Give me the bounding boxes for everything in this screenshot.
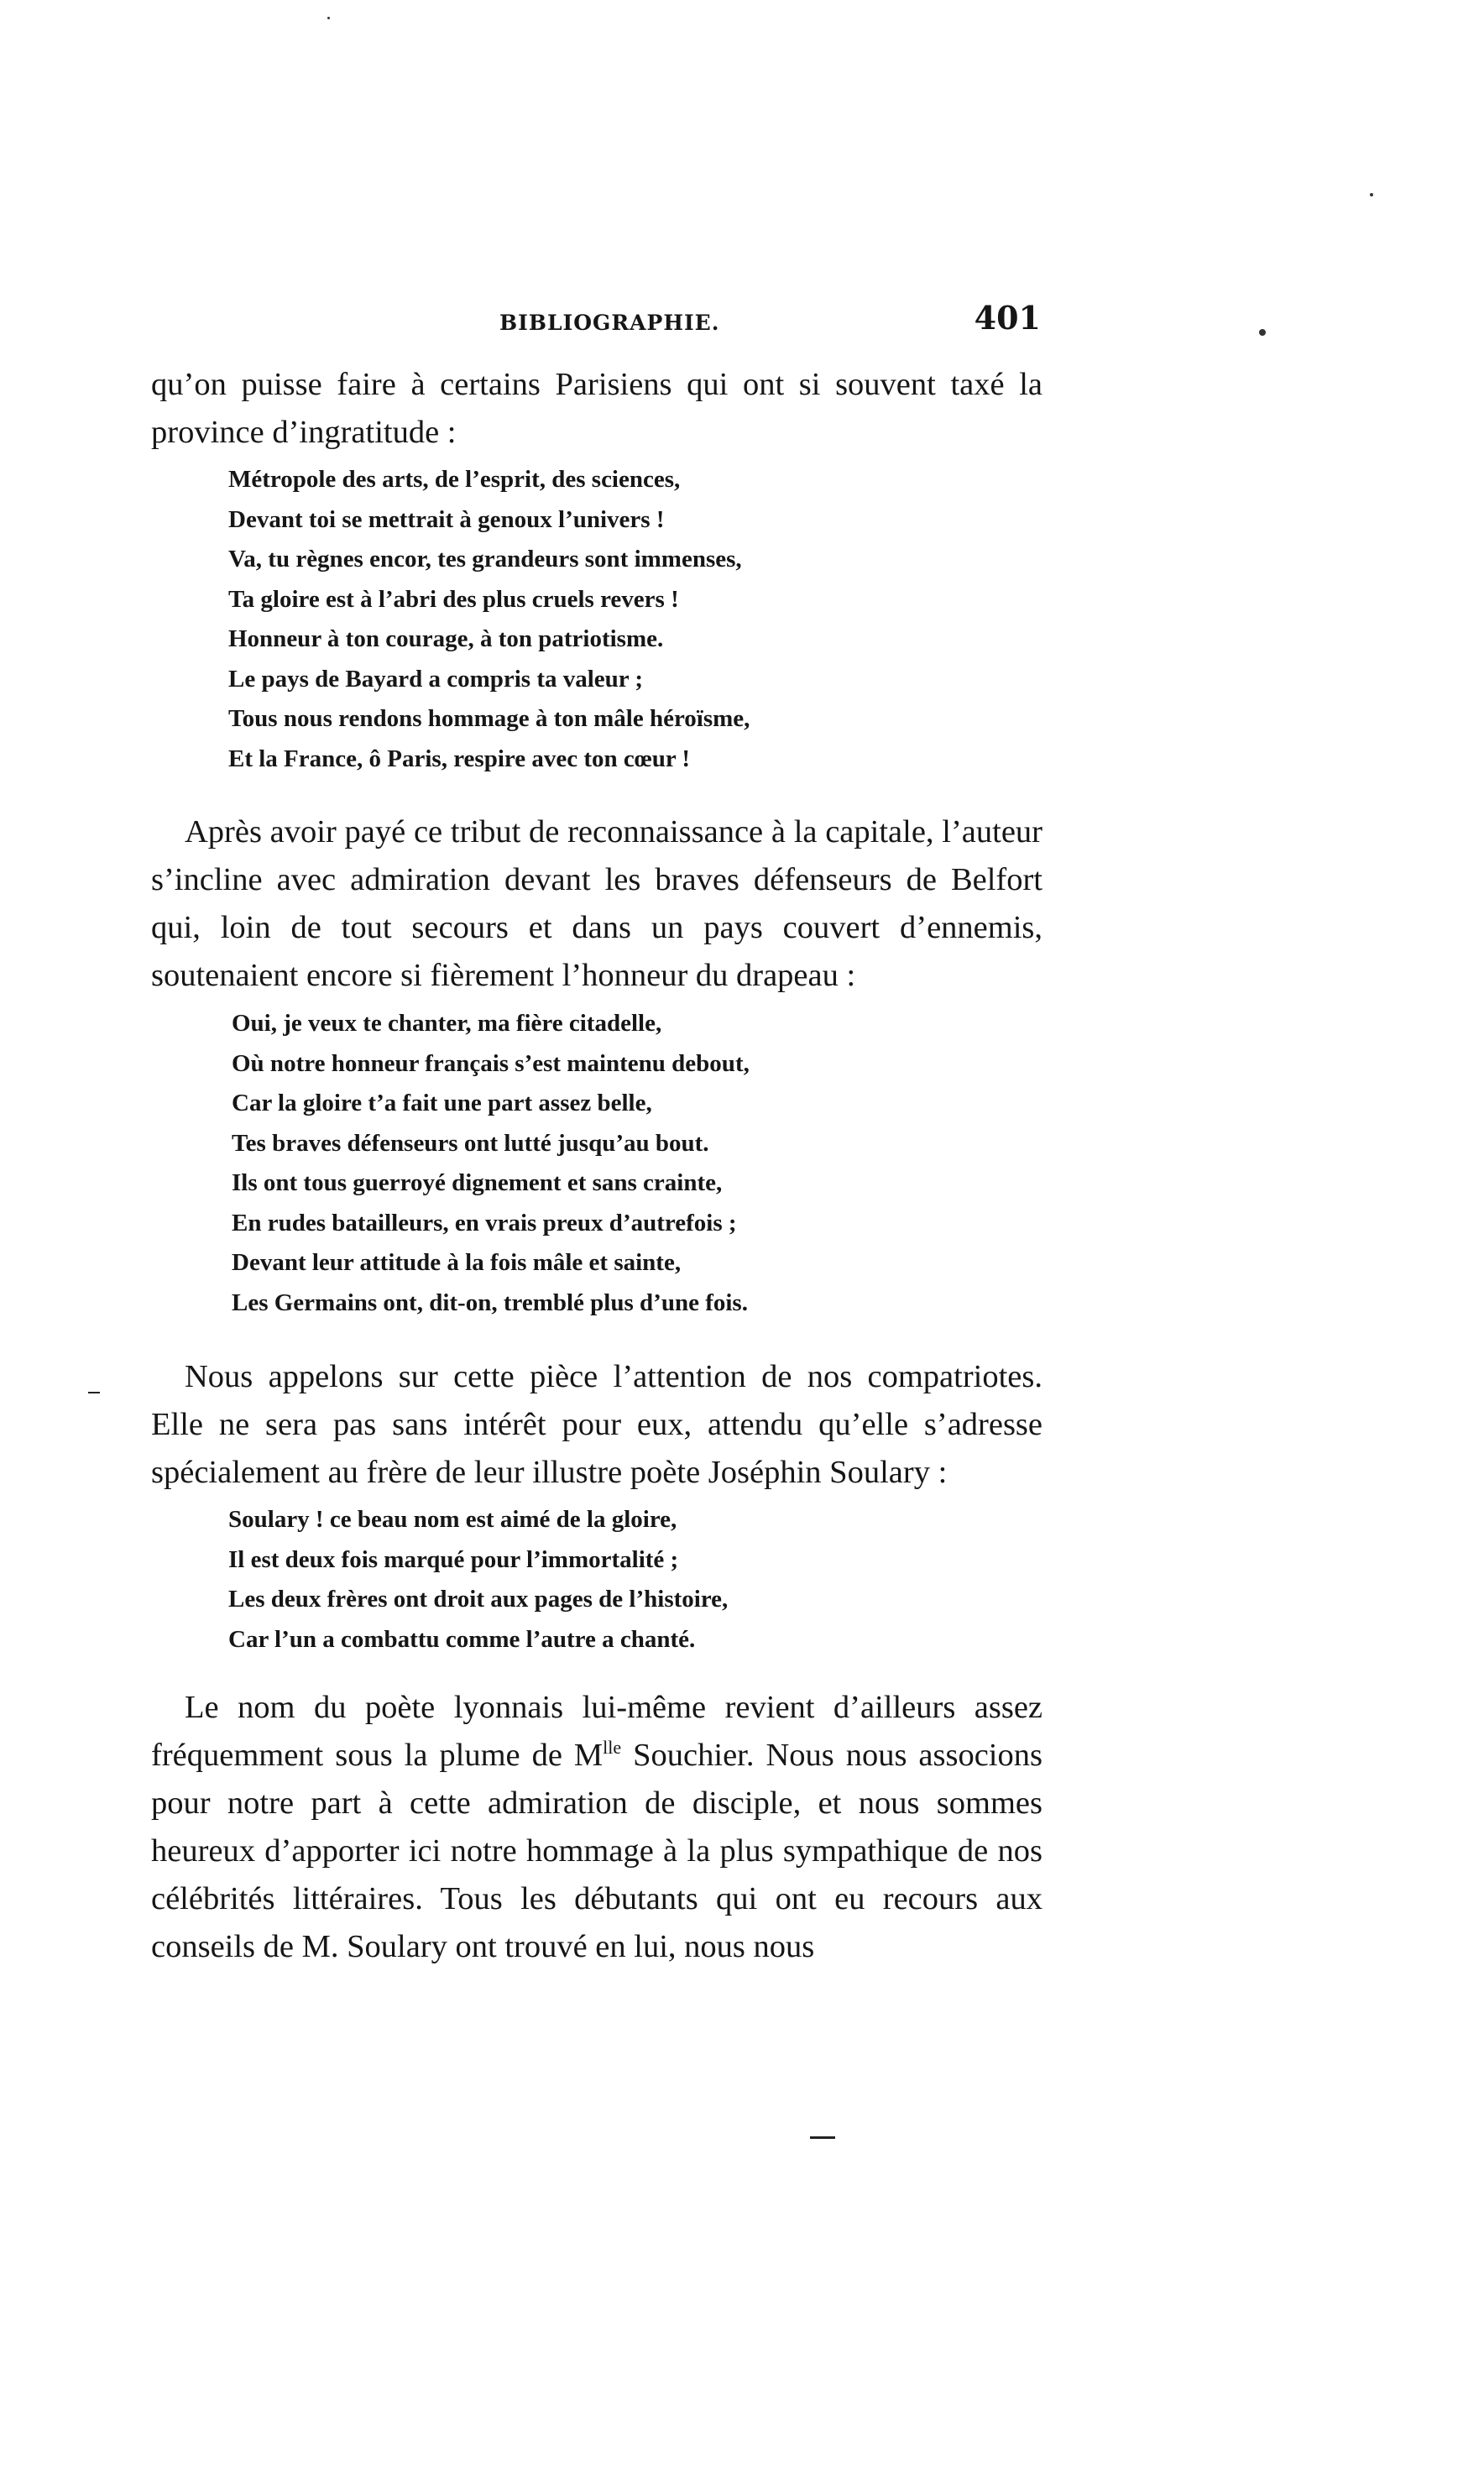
- page-header: [151, 299, 1049, 349]
- paragraph-text-end: Souchier. Nous nous associons pour notre part à cette admiration de disciple, et nous sommes heureux d’apporter ici notre hommage à la plus sympathique de nos célébrités littéraires. Tous les débutants qui ont eu recours aux conseils de M. Soulary ont trouvé en lui, nous nous: [151, 1738, 1042, 1964]
- verse-line: Honneur à ton courage, à ton patriotisme.: [228, 625, 664, 652]
- scan-speck: [1370, 193, 1373, 196]
- verse-line: Tes braves défenseurs ont lutté jusqu’au bout.: [232, 1129, 709, 1157]
- verse-line: Métropole des arts, de l’esprit, des sciences,: [228, 466, 681, 493]
- scan-mark: [88, 1392, 100, 1393]
- page-number: 401: [974, 299, 1041, 337]
- verse-line: Devant toi se mettrait à genoux l’univers !: [228, 505, 665, 533]
- poem-belfort: [232, 1004, 987, 1323]
- title-abbreviation: lle: [603, 1737, 622, 1759]
- scan-speck: [1259, 329, 1266, 336]
- verse-line: Car la gloire t’a fait une part assez belle,: [232, 1090, 652, 1116]
- verse-line: Il est deux fois marqué pour l’immortalité ;: [228, 1545, 679, 1573]
- verse-line: Car l’un a combattu comme l’autre a chanté.: [228, 1625, 696, 1653]
- verse-line: Les Germains ont, dit-on, tremblé plus d’une fois.: [232, 1289, 748, 1316]
- scan-speck: [327, 17, 330, 19]
- scan-mark: [810, 2136, 835, 2139]
- verse-line: Où notre honneur français s’est maintenu debout,: [232, 1049, 750, 1077]
- verse-line: En rudes batailleurs, en vrais preux d’autrefois ;: [232, 1209, 737, 1236]
- paragraph-text-start: Le nom du poète lyonnais lui-même revient d’ailleurs assez fréquemment sous la plume de M: [151, 1690, 1042, 1773]
- verse-line: Oui, je veux te chanter, ma fière citadelle,: [232, 1010, 662, 1037]
- verse-line: Soulary ! ce beau nom est aimé de la gloire,: [228, 1506, 677, 1533]
- verse-line: Le pays de Bayard a compris ta valeur ;: [228, 665, 644, 693]
- paragraph-soulary: [151, 1684, 1042, 1971]
- paragraph-compatriots: Nous appelons sur cette pièce l’attention de nos compatriotes. Elle ne sera pas sans intérêt pour eux, attendu qu’elle s’adresse spécialement au frère de leur illustre poète Joséphin Soulary :: [151, 1359, 1042, 1490]
- paragraph-intro: qu’on puisse faire à certains Parisiens qui ont si souvent taxé la province d’ingratitude :: [151, 367, 1042, 450]
- verse-line: Va, tu règnes encor, tes grandeurs sont immenses,: [228, 546, 742, 572]
- verse-line: Ta gloire est à l’abri des plus cruels revers !: [228, 585, 679, 613]
- poem-soulary: [228, 1500, 984, 1660]
- verse-line: Les deux frères ont droit aux pages de l’histoire,: [228, 1586, 729, 1613]
- verse-line: Et la France, ô Paris, respire avec ton cœur !: [228, 745, 691, 772]
- poem-paris: [228, 460, 984, 779]
- verse-line: Tous nous rendons hommage à ton mâle héroïsme,: [228, 705, 750, 732]
- verse-line: Ils ont tous guerroyé dignement et sans crainte,: [232, 1169, 723, 1196]
- verse-line: Devant leur attitude à la fois mâle et sainte,: [232, 1249, 682, 1276]
- paragraph-belfort: Après avoir payé ce tribut de reconnaissance à la capitale, l’auteur s’incline avec admiration devant les braves défenseurs de Belfort qui, loin de tout secours et dans un pays couvert d’ennemis, soutenaient encore si fièrement l’honneur du drapeau :: [151, 814, 1042, 993]
- running-head: BIBLIOGRAPHIE.: [499, 311, 720, 335]
